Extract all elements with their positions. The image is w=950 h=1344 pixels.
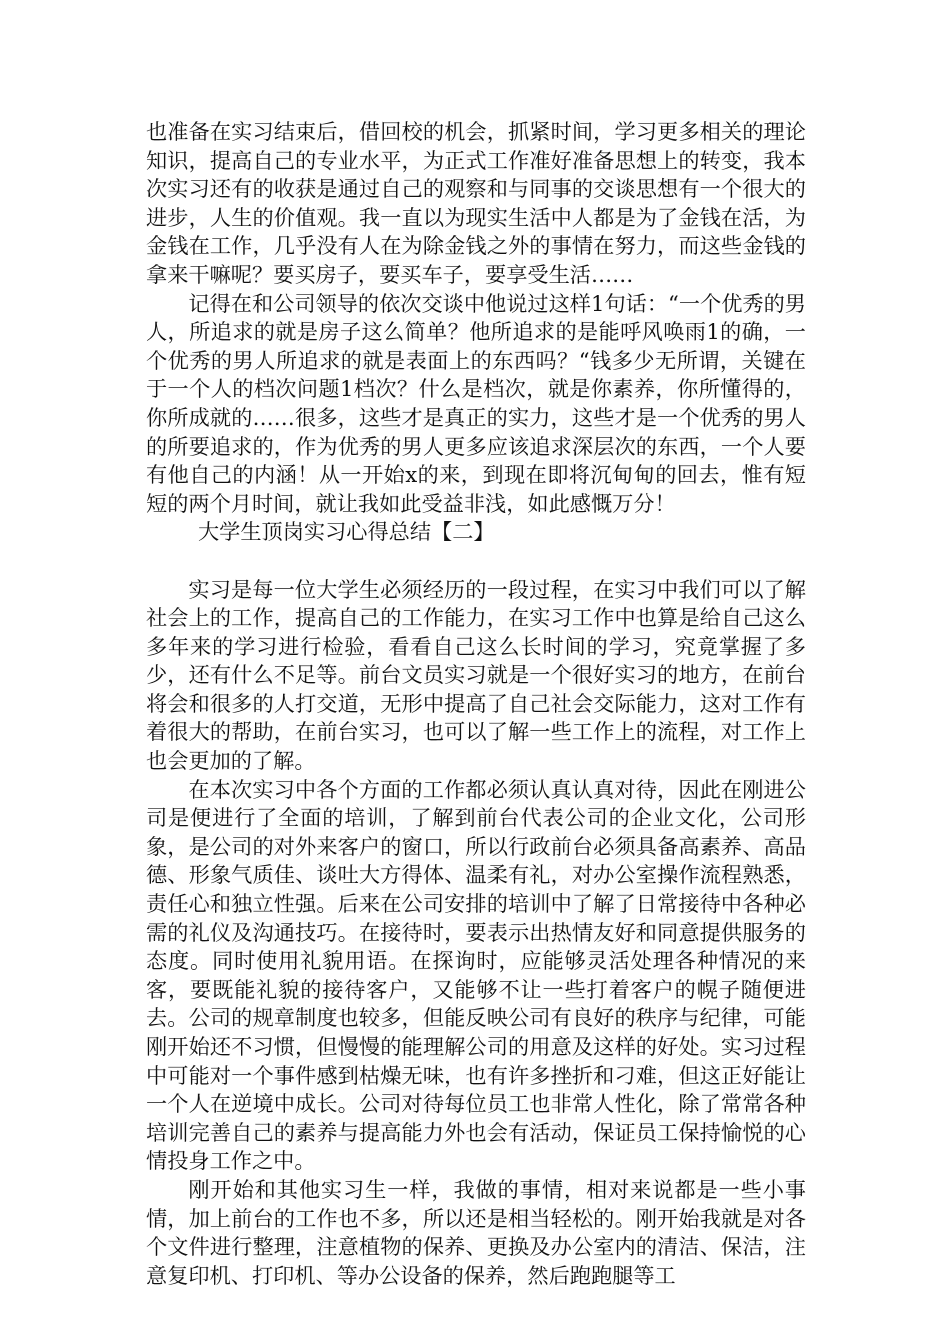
paragraph-leader-conversation: 记得在和公司领导的依次交谈中他说过这样1句话：“一个优秀的男人，所追求的就是房子这么简单？他所追求的是能呼风唤雨1的确，一个优秀的男人所追求的就是表面上的东西吗？“钱多少无所谓，关键在于一个人的档次问题1档次？什么是档次，就是你素养，你所懂得的，你所成就的……很多，这些才是真正的实力，这些才是一个优秀的男人的所要追求的，作为优秀的男人更多应该追求深层次的东西，一个人要有他自己的内涵！从一开始x的来，到现在即将沉甸甸的回去，惟有短短的两个月时间，就让我如此受益非浅，如此感慨万分！ <box>146 290 806 516</box>
paragraph-training: 在本次实习中各个方面的工作都必须认真认真对待，因此在刚进公司是便进行了全面的培训，了解到前台代表公司的企业文化，公司形象，是公司的对外来客户的窗口，所以行政前台必须具备高素养、高品德、形象气质佳、谈吐大方得体、温柔有礼，对办公室操作流程熟悉，责任心和独立性强。后来在公司安排的培训中了解了日常接待中各种必需的礼仪及沟通技巧。在接待时，要表示出热情友好和同意提供服务的态度。同时使用礼貌用语。在探询时，应能够灵活处理各种情况的来客，要既能礼貌的接待客户，又能够不让一些打着客户的幌子随便进去。公司的规章制度也较多，但能反映公司有良好的秩序与纪律，可能刚开始还不习惯，但慢慢的能理解公司的用意及这样的好处。实习过程中可能对一个事件感到枯燥无味，也有许多挫折和刁难，但这正好能让一个人在逆境中成长。公司对待每位员工也非常人性化，除了常常各种培训完善自己的素养与提高能力外也会有活动，保证员工保持愉悦的心情投身工作之中。 <box>146 776 806 1174</box>
paragraph-internship-intro: 实习是每一位大学生必须经历的一段过程，在实习中我们可以了解社会上的工作，提高自己的工作能力，在实习工作中也算是给自己这么多年来的学习进行检验，看看自己这么长时间的学习，究竟掌握了多少，还有什么不足等。前台文员实习就是一个很好实习的地方，在前台将会和很多的人打交道，无形中提高了自己社会交际能力，这对工作有着很大的帮助，在前台实习，也可以了解一些工作上的流程，对工作上也会更加的了解。 <box>146 576 806 774</box>
blank-line <box>146 547 806 576</box>
paragraph-continuation: 也准备在实习结束后，借回校的机会，抓紧时间，学习更多相关的理论知识，提高自己的专业水平，为正式工作准好准备思想上的转变，我本次实习还有的收获是通过自己的观察和与同事的交谈思想有一个很大的进步，人生的价值观。我一直以为现实生活中人都是为了金钱在活，为金钱在工作，几乎没有人在为除金钱之外的事情在努力，而这些金钱的拿来干嘛呢？要买房子，要买车子，要享受生活…… <box>146 119 806 287</box>
section-heading: 大学生顶岗实习心得总结【二】 <box>197 519 495 545</box>
document-page <box>146 118 806 1290</box>
paragraph-daily-tasks: 刚开始和其他实习生一样，我做的事情，相对来说都是一些小事情，加上前台的工作也不多，所以还是相当轻松的。刚开始我就是对各个文件进行整理，注意植物的保养、更换及办公室内的清洁、保洁，注意复印机、打印机、等办公设备的保养，然后跑跑腿等工 <box>146 1176 806 1288</box>
